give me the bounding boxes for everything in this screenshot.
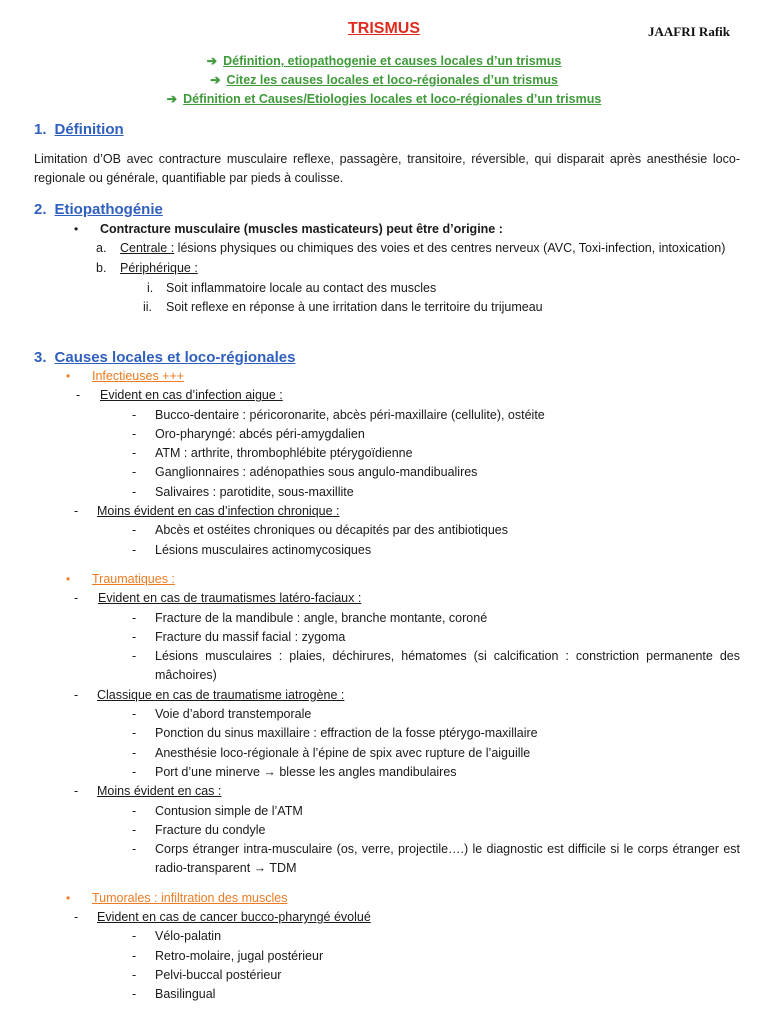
- list-item: ii. Soit reflexe en réponse à une irritation dans le territoire du trijumeau: [143, 299, 543, 314]
- objective-item: ➔ Définition, etiopathogenie et causes locales d’un trismus: [206, 54, 562, 68]
- list-item: i. Soit inflammatoire locale au contact des muscles: [147, 280, 437, 295]
- list-item: - Classique en cas de traumatisme iatrogène :: [74, 687, 345, 702]
- list-item: - Contusion simple de l’ATM: [132, 803, 303, 818]
- section-etiopathogenie: [34, 201, 740, 317]
- list-item: - Retro-molaire, jugal postérieur: [132, 948, 324, 963]
- list-item: - Fracture du condyle: [132, 822, 266, 837]
- list-item: - Ponction du sinus maxillaire : effraction de la fosse ptérygo-maxillaire: [132, 726, 538, 741]
- list-item: • Contracture musculaire (muscles masticateurs) peut être d’origine :: [34, 220, 740, 239]
- arrow-right-icon: ➔: [210, 73, 221, 87]
- list-item: - Fracture du massif facial : zygoma: [132, 629, 346, 644]
- list-item: - ATM : arthrite, thrombophlébite ptérygoïdienne: [132, 446, 413, 461]
- list-item: - Evident en cas de traumatismes latéro-faciaux :: [74, 591, 362, 606]
- list-item: - Salivaires : parotidite, sous-maxillite: [132, 484, 354, 499]
- bullet-icon: •: [74, 222, 79, 236]
- objective-item: ➔ Citez les causes locales et loco-régionales d’un trismus: [210, 73, 558, 87]
- list-item: - Fracture de la mandibule : angle, branche montante, coroné: [132, 610, 488, 625]
- cause-category: • Traumatiques :: [34, 570, 740, 589]
- list-item: - Bucco-dentaire : péricoronarite, abcès péri-maxillaire (cellulite), ostéite: [132, 407, 545, 422]
- bullet-icon: •: [66, 890, 71, 905]
- list-item: a. Centrale : lésions physiques ou chimiques des voies et des centres nerveux (AVC, Toxi-infection, intoxication): [96, 241, 726, 256]
- section-heading: 3. Causes locales et loco-régionales: [34, 349, 296, 366]
- list-item: - Oro-pharyngé: abcés péri-amygdalien: [132, 426, 365, 441]
- definition-text: Limitation d’OB avec contracture musculaire reflexe, passagère, transitoire, réversible, qui disparait après anesthésie loco-regionale ou générale, quantifiable par pieds à coulisse.: [34, 152, 740, 185]
- list-item: - Evident en cas de cancer bucco-pharyngé évolué: [74, 910, 371, 925]
- list-item: - Evident en cas d’infection aigue :: [76, 388, 283, 403]
- list-item: - Abcès et ostéites chroniques ou décapités par des antibiotiques: [132, 523, 509, 538]
- list-item: - Lésions musculaires actinomycosiques: [132, 542, 372, 557]
- document-title: TRISMUS: [348, 20, 420, 37]
- list-item: - Basilingual: [132, 987, 216, 1002]
- section-heading: 1. Définition: [34, 121, 124, 138]
- list-item: - Anesthésie loco-régionale à l’épine de spix avec rupture de l’aiguille: [132, 745, 531, 760]
- bullet-icon: •: [66, 369, 71, 383]
- list-item: b. Périphérique :: [96, 261, 198, 276]
- list-item: - Pelvi-buccal postérieur: [132, 967, 282, 982]
- list-item: - Lésions musculaires : plaies, déchirures, hématomes (si calcification : constriction permanente des mâchoires): [132, 649, 740, 683]
- section-definition: [34, 121, 740, 188]
- list-item: - Moins évident en cas d’infection chronique :: [74, 504, 340, 519]
- list-item: - Port d’une minerve → blesse les angles mandibulaires: [132, 764, 457, 779]
- arrow-right-icon: ➔: [206, 54, 218, 68]
- list-item: - Voie d’abord transtemporale: [132, 707, 312, 722]
- objectives-list: [0, 52, 768, 109]
- objective-item: ➔ Définition et Causes/Etiologies locales et loco-régionales d’un trismus: [166, 92, 602, 106]
- cause-category: • Tumorales : infiltration des muscles: [34, 889, 740, 908]
- list-item: - Moins évident en cas :: [74, 784, 222, 799]
- cause-category: • Infectieuses +++: [34, 367, 740, 386]
- list-item: - Ganglionnaires : adénopathies sous angulo-mandibualires: [132, 465, 478, 480]
- bullet-icon: •: [66, 571, 71, 586]
- arrow-right-icon: ➔: [166, 92, 178, 106]
- list-item: - Vélo-palatin: [132, 929, 222, 944]
- author-name: JAAFRI Rafik: [648, 24, 730, 39]
- list-item: - Corps étranger intra-musculaire (os, verre, projectile….) le diagnostic est difficile si le corps étranger est radio-transparent → TDM: [132, 842, 740, 876]
- section-heading: 2. Etiopathogénie: [34, 201, 163, 218]
- section-causes: [34, 349, 740, 1005]
